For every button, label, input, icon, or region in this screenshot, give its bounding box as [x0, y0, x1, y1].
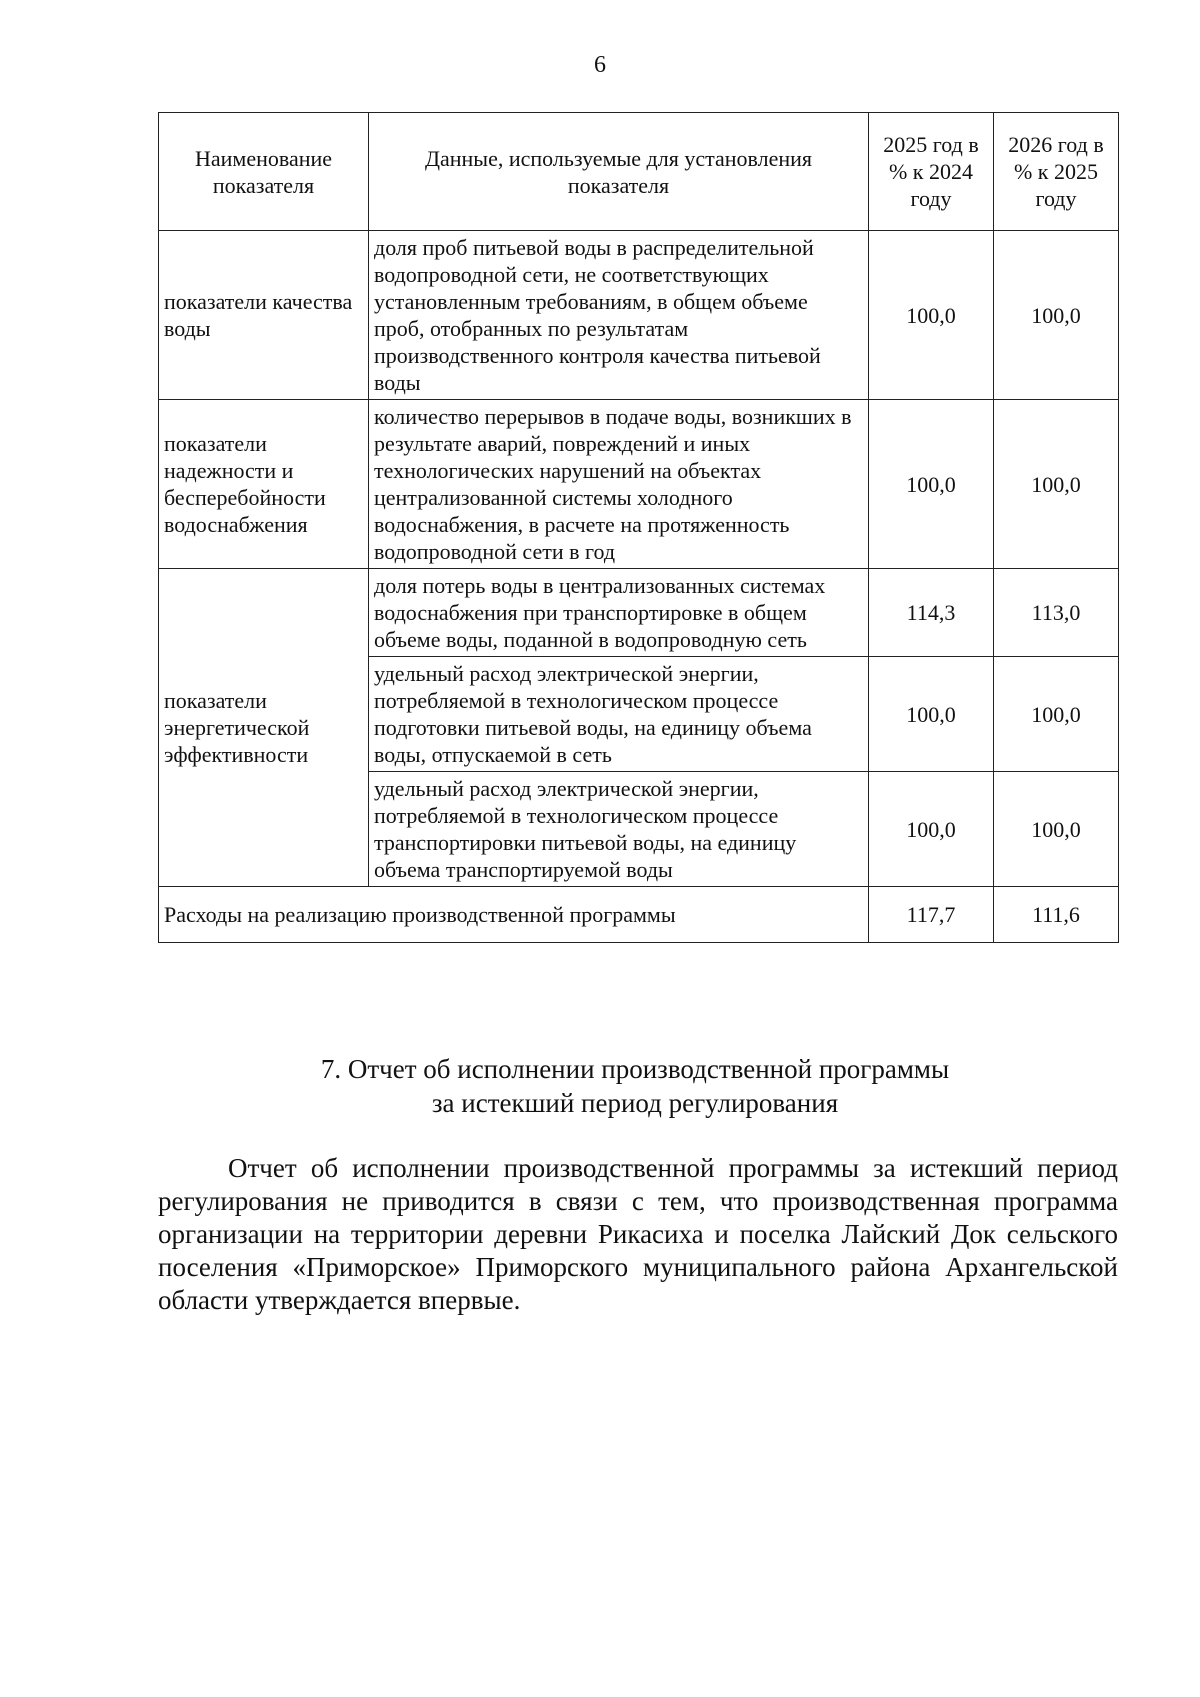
- row-data: доля проб питьевой воды в распределительной водопроводной сети, не соответствующих установленным требованиям, в общем объеме проб, отобранных по результатам производственного контроля качества питьевой воды: [369, 231, 869, 400]
- row-value-2025: 100,0: [869, 657, 994, 772]
- group-name-quality: показатели качества воды: [159, 231, 369, 400]
- row-value-2026: 100,0: [994, 231, 1119, 400]
- expenses-value-2025: 117,7: [869, 887, 994, 943]
- table-row: [159, 569, 1119, 657]
- expenses-row: [159, 887, 1119, 943]
- row-data: удельный расход электрической энергии, потребляемой в технологическом процессе транспортировки питьевой воды, на единицу объема транспортируемой воды: [369, 772, 869, 887]
- section-title-line-2: за истекший период регулирования: [431, 1088, 839, 1118]
- row-value-2025: 100,0: [869, 772, 994, 887]
- group-name-energy: показатели энергетической эффективности: [159, 569, 369, 887]
- section-title-line-1: 7. Отчет об исполнении производственной программы: [320, 1054, 950, 1084]
- row-data: доля потерь воды в централизованных системах водоснабжения при транспортировке в общем объеме воды, поданной в водопроводную сеть: [369, 569, 869, 657]
- row-value-2026: 100,0: [994, 400, 1119, 569]
- expenses-value-2026: 111,6: [994, 887, 1119, 943]
- report-paragraph: Отчет об исполнении производственной программы за истекший период регулирования не приводится в связи с тем, что производственная программа организации на территории деревни Рикасиха и поселка Лайский Док сельского поселения «Приморское» Приморского муниципального района Архангельской области утверждается впервые.: [158, 1153, 1118, 1315]
- section-title: [0, 1052, 1200, 1120]
- row-data: количество перерывов в подаче воды, возникших в результате аварий, повреждений и иных технологических нарушений на объектах централизованной системы холодного водоснабжения, в расчете на протяженность водопроводной сети в год: [369, 400, 869, 569]
- table-row: [159, 400, 1119, 569]
- header-indicator-name: Наименование показателя: [159, 113, 369, 231]
- header-2025: 2025 год в % к 2024 году: [869, 113, 994, 231]
- table-header-row: [159, 113, 1119, 231]
- page-number: 6: [594, 52, 606, 78]
- row-value-2025: 100,0: [869, 400, 994, 569]
- row-value-2026: 100,0: [994, 657, 1119, 772]
- expenses-label: Расходы на реализацию производственной программы: [159, 887, 869, 943]
- row-data: удельный расход электрической энергии, потребляемой в технологическом процессе подготовки питьевой воды, на единицу объема воды, отпускаемой в сеть: [369, 657, 869, 772]
- header-2026: 2026 год в % к 2025 году: [994, 113, 1119, 231]
- table-row: [159, 231, 1119, 400]
- row-value-2026: 100,0: [994, 772, 1119, 887]
- row-value-2026: 113,0: [994, 569, 1119, 657]
- indicators-table: [158, 112, 1119, 943]
- row-value-2025: 100,0: [869, 231, 994, 400]
- group-name-reliability: показатели надежности и бесперебойности водоснабжения: [159, 400, 369, 569]
- header-data-used: Данные, используемые для установления показателя: [369, 113, 869, 231]
- row-value-2025: 114,3: [869, 569, 994, 657]
